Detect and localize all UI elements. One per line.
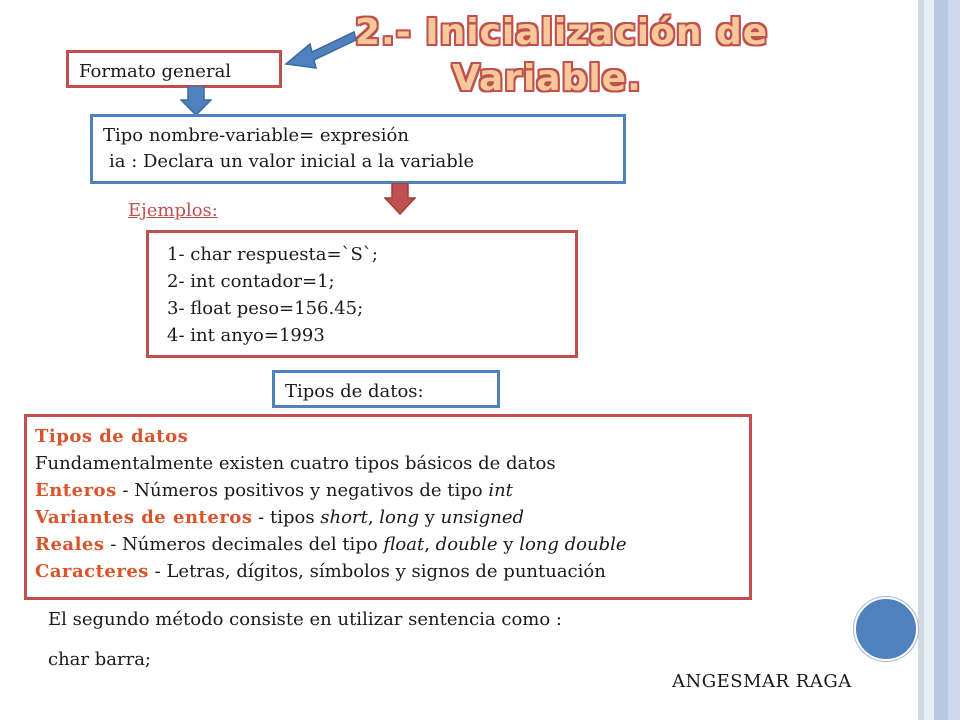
tipo-caracteres xyxy=(35,558,741,585)
slide-title-line1: 2.- Inicialización de xyxy=(355,12,769,53)
variantes-term: Variantes de enteros xyxy=(35,507,253,528)
reales-kw3: long double xyxy=(519,534,627,555)
edge-stripe-blue xyxy=(934,0,948,720)
caracteres-term: Caracteres xyxy=(35,561,149,582)
example-item: 2- int contador=1; xyxy=(167,271,335,292)
tipo-enteros xyxy=(35,477,741,504)
reales-desc: - Números decimales del tipo xyxy=(104,534,384,555)
author-name: ANGESMAR RAGA xyxy=(672,671,852,692)
variantes-kw2: long xyxy=(379,507,419,528)
tipo-variantes xyxy=(35,504,741,531)
tipos-label-box xyxy=(272,370,500,408)
slide-title-line2: Variable. xyxy=(452,58,642,99)
formato-general-box xyxy=(66,50,282,88)
tipos-heading: Tipos de datos xyxy=(35,426,189,447)
example-item: 1- char respuesta=`S`; xyxy=(167,244,378,265)
enteros-desc: - Números positivos y negativos de tipo xyxy=(116,480,489,501)
char-barra-text: char barra; xyxy=(48,649,151,670)
ejemplos-label: Ejemplos: xyxy=(128,200,218,221)
tipo-reales xyxy=(35,531,741,558)
reales-term: Reales xyxy=(35,534,105,555)
edge-stripe-light xyxy=(924,0,934,720)
tipos-label: Tipos de datos: xyxy=(285,381,424,402)
reales-kw2: double xyxy=(435,534,498,555)
variantes-kw1: short xyxy=(320,507,368,528)
variantes-desc: - tipos xyxy=(252,507,321,528)
variantes-sep1: , xyxy=(367,507,380,528)
reales-sep1: , xyxy=(424,534,436,555)
caracteres-desc: - Letras, dígitos, símbolos y signos de puntuación xyxy=(148,561,606,582)
example-item: 4- int anyo=1993 xyxy=(167,325,325,346)
tipos-intro: Fundamentalmente existen cuatro tipos básicos de datos xyxy=(35,453,556,474)
edge-stripe-blue-light xyxy=(948,0,960,720)
example-item: 3- float peso=156.45; xyxy=(167,298,364,319)
variantes-kw3: unsigned xyxy=(440,507,525,528)
segundo-metodo-text: El segundo método consiste en utilizar sentencia como : xyxy=(48,609,562,630)
reales-sep2: y xyxy=(497,534,520,555)
examples-box xyxy=(146,230,578,358)
enteros-term: Enteros xyxy=(35,480,117,501)
pointer-arrow-icon xyxy=(284,26,358,76)
reales-kw1: float xyxy=(383,534,425,555)
enteros-kw: int xyxy=(488,480,513,501)
tipos-datos-box xyxy=(24,414,752,600)
syntax-box xyxy=(90,114,626,184)
down-arrow-icon xyxy=(180,86,212,116)
down-arrow-red-icon xyxy=(384,183,416,215)
formato-general-label: Formato general xyxy=(79,61,232,82)
syntax-line-2: ia : Declara un valor inicial a la variable xyxy=(109,151,475,172)
decorative-circle xyxy=(854,597,918,661)
syntax-line-1: Tipo nombre-variable= expresión xyxy=(103,125,409,146)
variantes-sep2: y xyxy=(418,507,441,528)
